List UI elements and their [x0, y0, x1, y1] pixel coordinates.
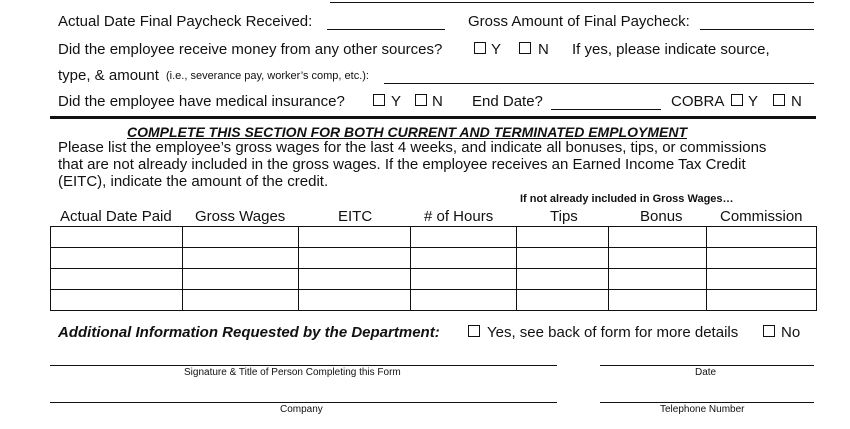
wage-table — [50, 226, 817, 311]
col-header-gross-wages: Gross Wages — [195, 208, 286, 225]
table-cell[interactable] — [183, 290, 299, 311]
if-yes-label: If yes, please indicate source, — [572, 41, 770, 58]
table-cell[interactable] — [411, 290, 517, 311]
table-cell[interactable] — [299, 227, 411, 248]
table-cell[interactable] — [517, 248, 609, 269]
cobra-yes-checkbox[interactable] — [731, 94, 743, 106]
table-row — [51, 248, 817, 269]
date-field[interactable] — [600, 365, 814, 366]
table-cell[interactable] — [51, 269, 183, 290]
table-cell[interactable] — [183, 227, 299, 248]
other-sources-question: Did the employee receive money from any other sources? — [58, 41, 443, 58]
section-heading: COMPLETE THIS SECTION FOR BOTH CURRENT AND TERMINATED EMPLOYMENT — [127, 124, 687, 140]
gross-amount-field[interactable] — [700, 29, 814, 30]
final-paycheck-date-label: Actual Date Final Paycheck Received: — [58, 13, 313, 30]
col-header-hours: # of Hours — [424, 208, 494, 225]
col-header-eitc: EITC — [338, 208, 373, 225]
additional-yes-checkbox[interactable] — [468, 325, 480, 337]
table-cell[interactable] — [51, 227, 183, 248]
other-sources-detail-field[interactable] — [384, 83, 814, 84]
table-cell[interactable] — [707, 227, 817, 248]
table-cell[interactable] — [411, 248, 517, 269]
instructions-line-3: (EITC), indicate the amount of the credit. — [58, 173, 329, 190]
medical-no-checkbox[interactable] — [415, 94, 427, 106]
additional-no-label: No — [781, 324, 801, 341]
table-cell[interactable] — [51, 290, 183, 311]
col-header-date-paid: Actual Date Paid — [60, 208, 172, 225]
signature-caption: Signature & Title of Person Completing this Form — [184, 367, 401, 378]
table-cell[interactable] — [609, 248, 707, 269]
other-sources-no-label: N — [538, 41, 549, 58]
table-cell[interactable] — [299, 248, 411, 269]
company-field[interactable] — [50, 402, 557, 403]
signature-field[interactable] — [50, 365, 557, 366]
table-cell[interactable] — [517, 269, 609, 290]
date-caption: Date — [695, 367, 717, 378]
gross-amount-label: Gross Amount of Final Paycheck: — [468, 13, 690, 30]
additional-yes-label: Yes, see back of form for more details — [487, 324, 739, 341]
col-header-commission: Commission — [720, 208, 803, 225]
table-cell[interactable] — [609, 269, 707, 290]
table-cell[interactable] — [411, 269, 517, 290]
type-amount-label: type, & amount — [58, 67, 159, 84]
table-cell[interactable] — [609, 227, 707, 248]
instructions-line-2: that are not already included in the gross wages. If the employee receives an Earned Income Tax Credit — [58, 156, 746, 173]
company-caption: Company — [280, 404, 323, 415]
not-included-note: If not already included in Gross Wages… — [520, 193, 734, 205]
cobra-label: COBRA — [671, 93, 725, 110]
medical-insurance-question: Did the employee have medical insurance? — [58, 93, 345, 110]
table-cell[interactable] — [411, 227, 517, 248]
medical-yes-checkbox[interactable] — [373, 94, 385, 106]
end-date-field[interactable] — [551, 109, 661, 110]
final-paycheck-date-field[interactable] — [327, 29, 445, 30]
table-row — [51, 269, 817, 290]
additional-info-label: Additional Information Requested by the Department: — [58, 324, 440, 341]
table-row — [51, 227, 817, 248]
table-cell[interactable] — [299, 269, 411, 290]
cobra-no-checkbox[interactable] — [773, 94, 785, 106]
other-sources-yes-label: Y — [491, 41, 502, 58]
telephone-caption: Telephone Number — [660, 404, 745, 415]
other-sources-yes-checkbox[interactable] — [474, 42, 486, 54]
col-header-tips: Tips — [550, 208, 578, 225]
table-cell[interactable] — [609, 290, 707, 311]
table-cell[interactable] — [183, 248, 299, 269]
type-amount-hint: (i.e., severance pay, worker’s comp, etc.): — [166, 70, 369, 82]
cobra-yes-label: Y — [748, 93, 759, 110]
col-header-bonus: Bonus — [640, 208, 683, 225]
table-cell[interactable] — [183, 269, 299, 290]
other-sources-no-checkbox[interactable] — [519, 42, 531, 54]
medical-no-label: N — [432, 93, 443, 110]
section-divider — [50, 116, 816, 119]
table-cell[interactable] — [707, 290, 817, 311]
table-cell[interactable] — [517, 227, 609, 248]
cobra-no-label: N — [791, 93, 802, 110]
table-row — [51, 290, 817, 311]
telephone-field[interactable] — [600, 402, 814, 403]
medical-yes-label: Y — [391, 93, 402, 110]
table-cell[interactable] — [51, 248, 183, 269]
table-cell[interactable] — [707, 269, 817, 290]
instructions-line-1: Please list the employee’s gross wages for the last 4 weeks, and indicate all bonuses, tips, or commissions — [58, 139, 767, 156]
top-rule — [330, 2, 814, 3]
table-cell[interactable] — [299, 290, 411, 311]
additional-no-checkbox[interactable] — [763, 325, 775, 337]
end-date-label: End Date? — [472, 93, 543, 110]
table-cell[interactable] — [707, 248, 817, 269]
table-cell[interactable] — [517, 290, 609, 311]
